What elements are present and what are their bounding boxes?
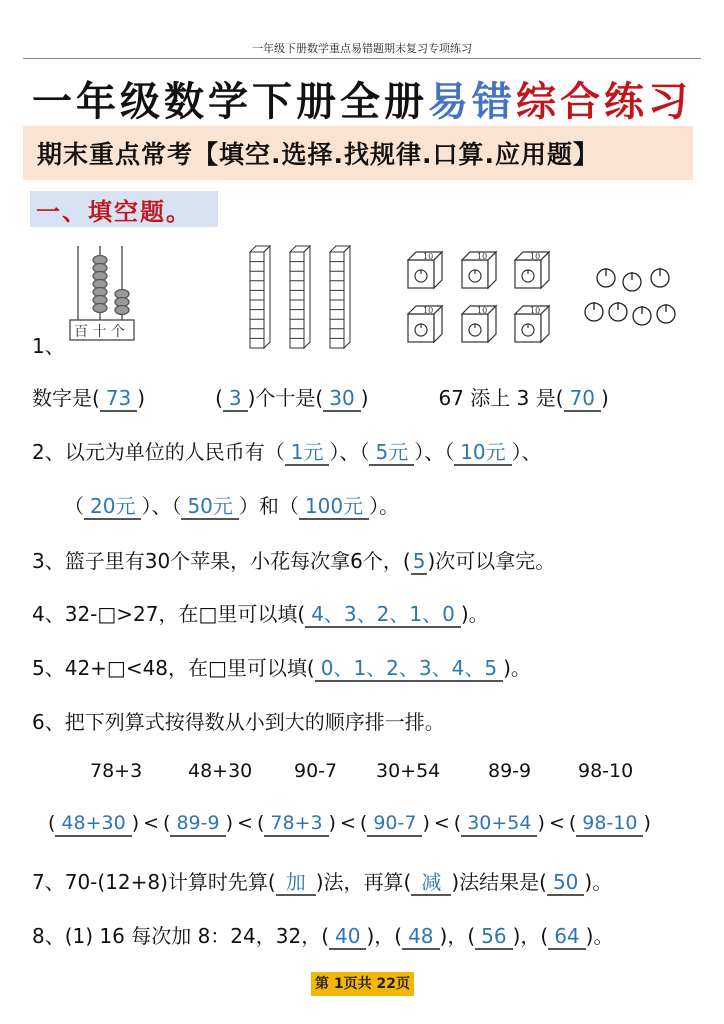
q7-prompt: 7、70-(12+8)计算时先算( (32, 870, 276, 894)
subtitle-banner: 期末重点常考【填空.选择.找规律.口算.应用题】 (23, 126, 693, 180)
expression: 78+3 (90, 760, 143, 782)
q6-answer-1[interactable]: 48+30 (55, 813, 131, 837)
less-than: < (433, 812, 450, 834)
q5-suffix: )。 (503, 656, 531, 680)
ten-rods-icon (250, 246, 350, 348)
q2-answer-2[interactable]: 5元 (369, 441, 414, 466)
paren: ) (422, 812, 430, 834)
paren: ) (137, 386, 146, 410)
paren: ) (360, 386, 369, 410)
svg-text:10: 10 (477, 306, 488, 315)
q7-suffix: )。 (584, 870, 613, 894)
section-heading: 一、填空题。 (30, 191, 218, 227)
q3-prompt: 3、篮子里有30个苹果，小花每次拿6个，( (32, 549, 411, 573)
q4-prompt: 4、32-□>27，在□里可以填( (32, 602, 306, 626)
q8-prompt: 8、(1) 16 每次加 8：24，32，( (32, 924, 330, 948)
paren: （ (64, 494, 84, 518)
separator: )，( (366, 924, 403, 948)
q3-answer[interactable]: 5 (412, 549, 426, 573)
q6-answer-2[interactable]: 89-9 (170, 813, 225, 837)
q6-answer-6[interactable]: 98-10 (576, 813, 643, 837)
apple-boxes-icon (408, 252, 549, 342)
separator: ）、（ (141, 494, 182, 518)
q3-line (32, 545, 555, 575)
q2-answer-4[interactable]: 20元 (84, 495, 141, 520)
separator: )，( (512, 924, 549, 948)
q8-answer-4[interactable]: 64 (548, 925, 585, 950)
q5-prompt: 5、42+□<48，在□里可以填( (32, 656, 315, 680)
q1-answer-number[interactable]: 73 (100, 387, 137, 412)
q7-mid: )法结果是( (451, 870, 547, 894)
svg-text:10: 10 (423, 306, 434, 315)
paren: ( (256, 812, 265, 834)
less-than: < (339, 812, 356, 834)
q6-expressions (90, 760, 633, 782)
expression: 48+30 (188, 760, 253, 782)
paren: ) (601, 386, 609, 410)
q4-answer[interactable]: 4、3、2、1、0 (305, 603, 461, 628)
q6-prompt: 6、把下列算式按得数从小到大的顺序排一排。 (32, 710, 445, 734)
title-part-3: 综合练习 (516, 78, 692, 125)
q6-answer-4[interactable]: 90-7 (367, 813, 422, 837)
q3-suffix: )次可以拿完。 (427, 549, 556, 573)
q4-line (32, 598, 489, 628)
q1-number: 1、 (32, 334, 65, 358)
q1-label-tens: )个十是( (247, 386, 324, 410)
paren: ) (131, 812, 140, 834)
svg-text:10: 10 (423, 252, 434, 261)
separator: ）、（ (329, 440, 370, 464)
q2-answer-1[interactable]: 1元 (285, 441, 330, 466)
q2-line-2 (64, 490, 399, 520)
q7-answer-first[interactable]: 加 (276, 871, 316, 896)
separator: )。 (585, 924, 614, 948)
page-number-badge: 第 1页共 22页 (311, 972, 414, 996)
header-divider (23, 58, 701, 59)
paren: ) (537, 812, 545, 834)
page-title (0, 70, 724, 127)
q1-label-digit: 数字是( (32, 386, 100, 410)
less-than: < (143, 812, 160, 834)
q1-figure (64, 238, 684, 350)
svg-text:10: 10 (530, 252, 541, 261)
paren: ) (225, 812, 234, 834)
expression: 98-10 (578, 760, 634, 782)
separator: ）和（ (238, 494, 299, 518)
expression: 30+54 (376, 760, 441, 782)
q1-answer-tens[interactable]: 3 (223, 387, 248, 412)
q8-line (32, 920, 613, 950)
separator: ）、（ (414, 440, 455, 464)
less-than: < (548, 812, 565, 834)
running-header: 一年级下册数学重点易错题期末复习专项练习 (252, 42, 472, 55)
q4-suffix: )。 (460, 602, 489, 626)
q2-prompt: 2、以元为单位的人民币有（ (32, 440, 285, 464)
paren: ) (328, 812, 336, 834)
q8-answer-3[interactable]: 56 (475, 925, 512, 950)
q7-answer-result[interactable]: 50 (547, 871, 584, 896)
svg-text:百 十 个: 百 十 个 (74, 324, 125, 340)
q2-line-1 (32, 436, 542, 466)
less-than: < (237, 812, 253, 834)
q7-line (32, 866, 612, 896)
q8-answer-2[interactable]: 48 (402, 925, 439, 950)
svg-text:10: 10 (530, 306, 541, 315)
svg-text:10: 10 (477, 252, 488, 261)
separator: ）、 (511, 440, 542, 464)
q2-answer-3[interactable]: 10元 (454, 441, 511, 466)
q6-answer-5[interactable]: 30+54 (461, 813, 537, 837)
paren: ( (568, 812, 577, 834)
paren: ( (453, 812, 462, 834)
q7-answer-second[interactable]: 减 (411, 871, 451, 896)
q6-answer-3[interactable]: 78+3 (264, 813, 328, 837)
q1-answer-line (32, 382, 609, 412)
q1-label-add: 67 添上 3 是( (438, 386, 564, 410)
q6-prompt-line (32, 706, 445, 735)
q5-line (32, 652, 531, 682)
q5-answer[interactable]: 0、1、2、3、4、5 (315, 657, 503, 682)
expression: 89-9 (488, 760, 532, 782)
q1-answer-tens-value[interactable]: 30 (323, 387, 360, 412)
q8-answer-1[interactable]: 40 (329, 925, 366, 950)
paren: ( (163, 812, 171, 834)
title-part-1: 一年级数学下册全册 (32, 78, 428, 125)
q7-mid: )法，再算( (315, 870, 412, 894)
q2-answer-6[interactable]: 100元 (299, 495, 369, 520)
q2-answer-5[interactable]: 50元 (181, 495, 238, 520)
separator: ）。 (369, 494, 400, 518)
expression: 90-7 (294, 760, 338, 782)
paren: ( (215, 386, 223, 410)
q6-answer-line (48, 812, 651, 837)
abacus-icon (70, 246, 134, 340)
title-part-2: 易错 (428, 78, 516, 125)
q1-answer-add[interactable]: 70 (564, 387, 601, 412)
separator: )，( (439, 924, 476, 948)
paren: ( (48, 812, 56, 834)
loose-apples-icon (585, 268, 675, 325)
paren: ( (359, 812, 368, 834)
paren: ) (643, 812, 651, 834)
